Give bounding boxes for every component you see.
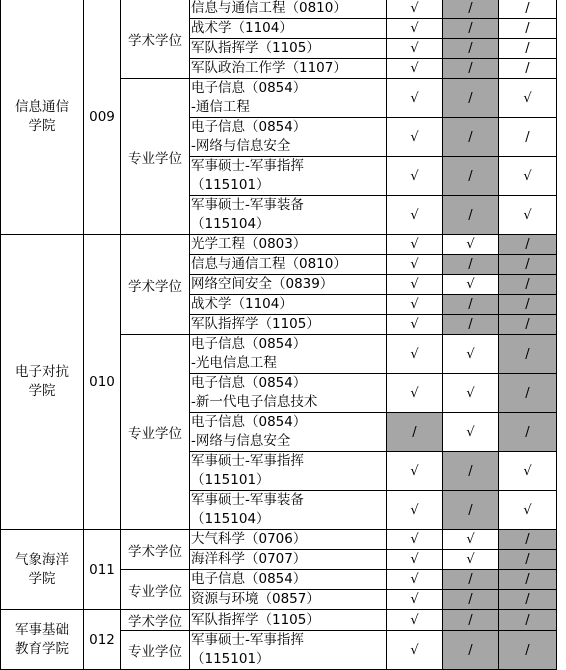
mark-cell: / bbox=[443, 0, 499, 19]
major-line: 电子信息（0854） bbox=[191, 375, 307, 391]
degree-type-cell: 学术学位 bbox=[121, 530, 190, 570]
major-line: 网络空间安全（0839） bbox=[191, 276, 334, 292]
major-cell bbox=[190, 570, 387, 590]
major-line: 军事硕士-军事指挥 bbox=[191, 158, 304, 174]
mark-cell: / bbox=[499, 295, 557, 315]
major-cell bbox=[190, 315, 387, 335]
school-name-line: 军事基础 bbox=[15, 621, 69, 638]
major-line: 军事硕士-军事装备 bbox=[191, 492, 304, 508]
mark-cell: / bbox=[499, 315, 557, 335]
mark-cell: / bbox=[499, 550, 557, 570]
major-cell bbox=[190, 79, 387, 118]
mark-cell: / bbox=[443, 79, 499, 118]
mark-cell: √ bbox=[387, 335, 443, 374]
major-line: 电子信息（0854） bbox=[191, 571, 307, 587]
major-cell bbox=[190, 550, 387, 570]
school-name-line: 学院 bbox=[28, 570, 56, 587]
mark-cell: √ bbox=[443, 374, 499, 413]
major-cell bbox=[190, 275, 387, 295]
mark-cell: / bbox=[499, 570, 557, 590]
school-name-cell bbox=[1, 0, 84, 235]
mark-cell: √ bbox=[387, 0, 443, 19]
major-cell bbox=[190, 610, 387, 631]
mark-cell: √ bbox=[387, 631, 443, 670]
school-code-cell: 010 bbox=[84, 235, 121, 530]
mark-cell: / bbox=[499, 335, 557, 374]
major-line: （115101） bbox=[191, 472, 270, 488]
school-name-line: 信息通信 bbox=[15, 98, 69, 115]
mark-cell: √ bbox=[387, 315, 443, 335]
mark-cell: √ bbox=[387, 19, 443, 39]
mark-cell: / bbox=[443, 570, 499, 590]
table-row bbox=[1, 235, 557, 255]
mark-cell: / bbox=[499, 59, 557, 79]
mark-cell: √ bbox=[387, 295, 443, 315]
mark-cell: / bbox=[443, 255, 499, 275]
mark-cell: / bbox=[443, 59, 499, 79]
degree-type-cell: 专业学位 bbox=[121, 79, 190, 235]
degree-type-cell: 学术学位 bbox=[121, 235, 190, 335]
major-cell bbox=[190, 0, 387, 19]
mark-cell: / bbox=[443, 491, 499, 530]
major-cell bbox=[190, 59, 387, 79]
mark-cell: √ bbox=[387, 491, 443, 530]
major-line: 军事硕士-军事装备 bbox=[191, 197, 304, 213]
major-cell bbox=[190, 295, 387, 315]
mark-cell: / bbox=[499, 39, 557, 59]
school-name-line: 气象海洋 bbox=[15, 551, 69, 568]
major-line: -新一代电子信息技术 bbox=[191, 394, 318, 410]
major-line: （115104） bbox=[191, 511, 270, 527]
mark-cell: √ bbox=[387, 275, 443, 295]
mark-cell: / bbox=[443, 315, 499, 335]
mark-cell: √ bbox=[499, 452, 557, 491]
mark-cell: √ bbox=[387, 255, 443, 275]
school-code-cell: 012 bbox=[84, 610, 121, 670]
mark-cell: / bbox=[443, 19, 499, 39]
major-cell bbox=[190, 196, 387, 235]
mark-cell: / bbox=[499, 631, 557, 670]
mark-cell: √ bbox=[387, 530, 443, 550]
major-cell bbox=[190, 530, 387, 550]
major-line: 军事硕士-军事指挥 bbox=[191, 632, 304, 648]
major-line: （115104） bbox=[191, 216, 270, 232]
major-cell bbox=[190, 491, 387, 530]
mark-cell: √ bbox=[387, 157, 443, 196]
mark-cell: / bbox=[499, 530, 557, 550]
school-name-line: 学院 bbox=[28, 383, 56, 399]
major-cell bbox=[190, 335, 387, 374]
major-line: 信息与通信工程（0810） bbox=[191, 256, 347, 272]
table-row bbox=[1, 530, 557, 550]
mark-cell: √ bbox=[387, 235, 443, 255]
major-cell bbox=[190, 39, 387, 59]
degree-type-cell: 专业学位 bbox=[121, 335, 190, 530]
mark-cell: √ bbox=[443, 413, 499, 452]
mark-cell: √ bbox=[443, 530, 499, 550]
major-line: 海洋科学（0707） bbox=[191, 551, 307, 567]
mark-cell: / bbox=[443, 118, 499, 157]
mark-cell: / bbox=[499, 610, 557, 631]
degree-type-cell: 学术学位 bbox=[121, 610, 190, 631]
mark-cell: / bbox=[387, 413, 443, 452]
table-row bbox=[1, 0, 557, 19]
mark-cell: / bbox=[499, 0, 557, 19]
mark-cell: / bbox=[443, 157, 499, 196]
mark-cell: / bbox=[499, 19, 557, 39]
major-line: 军事硕士-军事指挥 bbox=[191, 453, 304, 469]
major-cell bbox=[190, 631, 387, 670]
school-name-cell bbox=[1, 235, 84, 530]
major-line: （115101） bbox=[191, 651, 270, 667]
major-cell bbox=[190, 374, 387, 413]
major-line: 电子信息（0854） bbox=[191, 119, 307, 135]
mark-cell: / bbox=[499, 275, 557, 295]
mark-cell: / bbox=[499, 235, 557, 255]
major-cell bbox=[190, 235, 387, 255]
mark-cell: √ bbox=[387, 196, 443, 235]
mark-cell: √ bbox=[387, 550, 443, 570]
major-cell bbox=[190, 590, 387, 610]
school-code-cell: 009 bbox=[84, 0, 121, 235]
major-line: 电子信息（0854） bbox=[191, 414, 307, 430]
mark-cell: √ bbox=[387, 590, 443, 610]
mark-cell: √ bbox=[387, 79, 443, 118]
mark-cell: / bbox=[443, 452, 499, 491]
major-cell bbox=[190, 118, 387, 157]
mark-cell: √ bbox=[387, 374, 443, 413]
mark-cell: / bbox=[443, 39, 499, 59]
mark-cell: / bbox=[443, 295, 499, 315]
mark-cell: / bbox=[499, 118, 557, 157]
major-line: 电子信息（0854） bbox=[191, 336, 307, 352]
major-line: 军队指挥学（1105） bbox=[191, 316, 320, 332]
major-cell bbox=[190, 255, 387, 275]
major-line: -网络与信息安全 bbox=[191, 433, 291, 449]
mark-cell: / bbox=[443, 196, 499, 235]
major-cell bbox=[190, 413, 387, 452]
mark-cell: / bbox=[499, 255, 557, 275]
school-name-line: 学院 bbox=[28, 117, 56, 134]
major-line: 战术学（1104） bbox=[191, 20, 293, 36]
major-line: 军队政治工作学（1107） bbox=[191, 60, 347, 76]
major-cell bbox=[190, 452, 387, 491]
major-line: 战术学（1104） bbox=[191, 296, 293, 312]
major-line: 资源与环境（0857） bbox=[191, 591, 320, 607]
mark-cell: √ bbox=[499, 196, 557, 235]
mark-cell: √ bbox=[443, 275, 499, 295]
mark-cell: √ bbox=[387, 118, 443, 157]
mark-cell: √ bbox=[387, 59, 443, 79]
mark-cell: √ bbox=[387, 570, 443, 590]
major-line: 军队指挥学（1105） bbox=[191, 40, 320, 56]
degree-type-cell: 专业学位 bbox=[121, 570, 190, 610]
mark-cell: / bbox=[443, 631, 499, 670]
school-name-cell bbox=[1, 610, 84, 670]
mark-cell: / bbox=[499, 590, 557, 610]
mark-cell: √ bbox=[443, 235, 499, 255]
mark-cell: √ bbox=[499, 491, 557, 530]
mark-cell: / bbox=[443, 590, 499, 610]
school-name-line: 电子对抗 bbox=[15, 364, 69, 380]
degree-type-cell: 专业学位 bbox=[121, 631, 190, 670]
mark-cell: √ bbox=[499, 157, 557, 196]
school-name-line: 教育学院 bbox=[15, 640, 69, 657]
mark-cell: / bbox=[443, 610, 499, 631]
school-name-cell bbox=[1, 530, 84, 610]
table-row bbox=[1, 610, 557, 631]
major-line: 电子信息（0854） bbox=[191, 80, 307, 96]
mark-cell: √ bbox=[443, 335, 499, 374]
school-code-cell: 011 bbox=[84, 530, 121, 610]
major-line: -通信工程 bbox=[191, 99, 250, 115]
mark-cell: √ bbox=[387, 452, 443, 491]
major-line: 军队指挥学（1105） bbox=[191, 611, 320, 628]
mark-cell: √ bbox=[443, 550, 499, 570]
major-line: 信息与通信工程（0810） bbox=[191, 0, 347, 16]
major-line: 光学工程（0803） bbox=[191, 236, 307, 252]
major-line: 大气科学（0706） bbox=[191, 531, 307, 547]
major-cell bbox=[190, 157, 387, 196]
mark-cell: / bbox=[499, 374, 557, 413]
major-line: -网络与信息安全 bbox=[191, 138, 291, 154]
mark-cell: √ bbox=[499, 79, 557, 118]
major-cell bbox=[190, 19, 387, 39]
degree-type-cell: 学术学位 bbox=[121, 0, 190, 79]
major-line: -光电信息工程 bbox=[191, 355, 277, 371]
mark-cell: / bbox=[499, 413, 557, 452]
mark-cell: √ bbox=[387, 39, 443, 59]
mark-cell: √ bbox=[387, 610, 443, 631]
major-line: （115101） bbox=[191, 177, 270, 193]
